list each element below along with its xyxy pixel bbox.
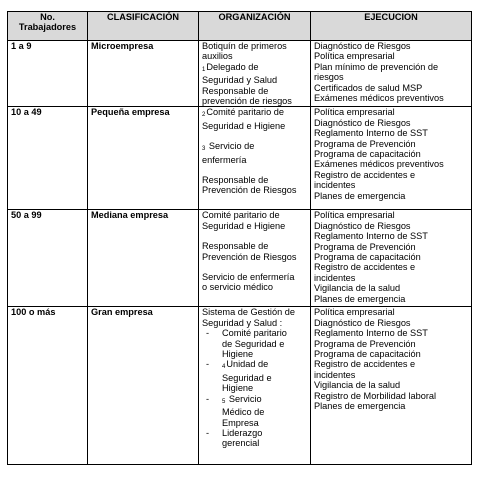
cell-no: 10 a 49: [8, 107, 88, 210]
cell-ejecucion: Diagnóstico de Riesgos Política empresarial Plan mínimo de prevención de riesgos Certificados de salud MSP Exámenes médicos preventivos: [311, 41, 472, 107]
list-item: - 4Unidad de Seguridad e Higiene: [222, 359, 310, 393]
table-row: [8, 307, 472, 465]
header-row: [8, 12, 472, 41]
cell-organizacion: Sistema de Gestión de Seguridad y Salud : - Comité paritario de Seguridad e Higiene - 4Unidad de Seguridad e Higiene - 5 Servicio Médico de Empresa - Liderazgo gerencial: [199, 307, 311, 465]
table-row: [8, 107, 472, 210]
cell-clasificacion: Gran empresa: [88, 307, 199, 465]
cell-no: 50 a 99: [8, 210, 88, 307]
classification-table: [7, 11, 472, 465]
header-no-trabajadores: No. Trabajadores: [8, 12, 88, 41]
table-row: [8, 41, 472, 107]
cell-clasificacion: Mediana empresa: [88, 210, 199, 307]
list-item: - 5 Servicio Médico de Empresa: [222, 394, 310, 428]
cell-clasificacion: Pequeña empresa: [88, 107, 199, 210]
cell-clasificacion: Microempresa: [88, 41, 199, 107]
table-row: [8, 210, 472, 307]
cell-ejecucion: Política empresarial Diagnóstico de Riesgos Reglamento Interno de SST Programa de Prevención Programa de capacitación Registro de accidentes e incidentes Vigilancia de la salud Registro de Morbilidad laboral Planes de emergencia: [311, 307, 472, 465]
header-clasificacion: CLASIFICACIÓN: [88, 12, 199, 41]
cell-no: 100 o más: [8, 307, 88, 465]
footnote-marker: 4: [222, 364, 226, 371]
cell-organizacion: Botiquín de primeros auxilios 1Delegado de Seguridad y Salud Responsable de prevención de riesgos: [199, 41, 311, 107]
cell-ejecucion: Política empresarial Diagnóstico de Riesgos Reglamento Interno de SST Programa de Prevención Programa de capacitación Exámenes médicos preventivos Registro de accidentes e incidentes Planes de emergencia: [311, 107, 472, 210]
org-sublist: [202, 328, 310, 448]
list-item: - Liderazgo gerencial: [222, 428, 310, 449]
cell-no: 1 a 9: [8, 41, 88, 107]
footnote-marker: 1: [202, 66, 206, 73]
footnote-marker: 3: [202, 146, 206, 153]
header-organizacion: ORGANIZACIÓN: [199, 12, 311, 41]
footnote-marker: 5: [222, 398, 226, 405]
cell-organizacion: 2Comité paritario de Seguridad e Higiene 3 Servicio de enfermería Responsable de Prevención de Riesgos: [199, 107, 311, 210]
cell-organizacion: Comité paritario de Seguridad e Higiene Responsable de Prevención de Riesgos Servicio de enfermería o servicio médico: [199, 210, 311, 307]
cell-ejecucion: Política empresarial Diagnóstico de Riesgos Reglamento Interno de SST Programa de Prevención Programa de capacitación Registro de accidentes e incidentes Vigilancia de la salud Planes de emergencia: [311, 210, 472, 307]
list-item: - Comité paritario de Seguridad e Higiene: [222, 328, 310, 359]
footnote-marker: 2: [202, 112, 206, 119]
header-ejecucion: EJECUCION: [311, 12, 472, 41]
